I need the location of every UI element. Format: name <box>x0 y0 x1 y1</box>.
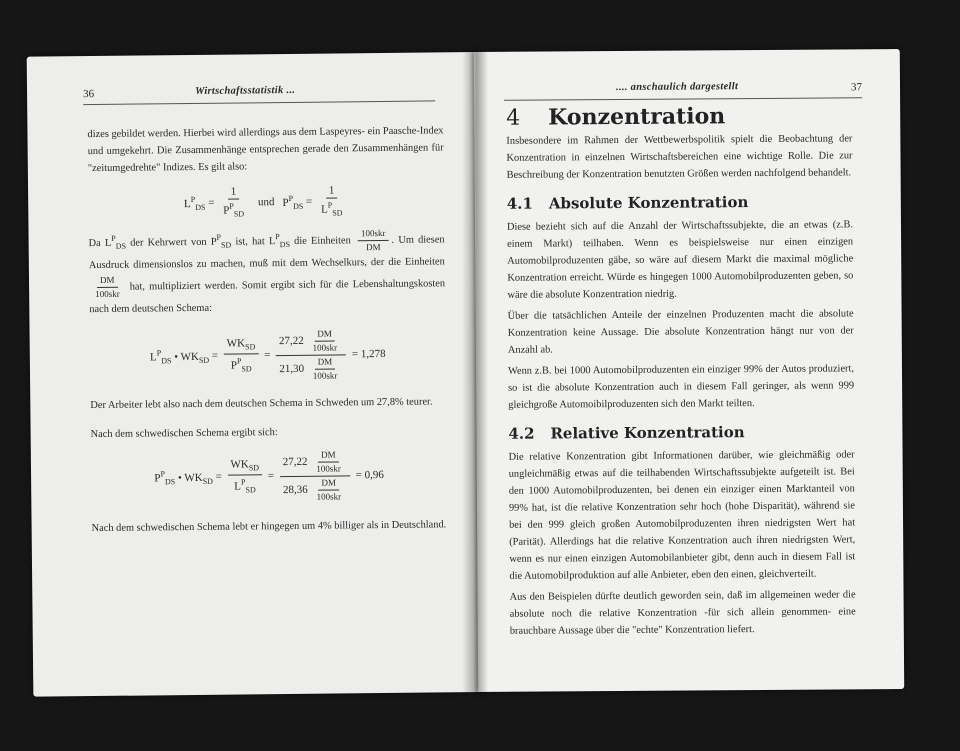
left-page-number: 36 <box>83 88 95 101</box>
formula-reciprocal: $L^P_{DS}$ = $\frac{1}{P^P_{SD}}$ und $P^P_{DS}$ = $\frac{1}{L^P_{SD}}$ <box>183 184 343 219</box>
absolute-paragraph-1: Diese bezieht sich auf die Anzahl der Wirtschaftssubjekte, die an etwas (z.B. einem Markt) teilhaben. Wenn es beispielsweise nur einen einzigen Automobilproduzenten gäbe, so wäre auf diesem Markt die maximal mögliche Konzentration erreicht. Würde es hingegen 1000 Automobilproduzenten geben, so wäre die absolute Konzentration niedrig. <box>506 219 854 301</box>
left-header-title: Wirtschaftsstatistik ... <box>194 84 296 97</box>
formula-result: = 1,278 <box>351 348 386 361</box>
formula-value: 28,36 <box>282 483 308 497</box>
absolute-paragraph-3: Wenn z.B. bei 1000 Automobilproduzenten ein einziger 99% der Autos produziert, so ist die absolute Konzentration auch in diesem Fall geringer, als wenn 999 gleichgroße Automoibilproduzenten sich den Markt teilten. <box>507 363 855 411</box>
relative-paragraph-2: Aus den Beispielen dürfte deutlich geworden sein, daß im allgemeinen weder die absolute noch die relative Konzentration -für sich allein genommen- eine brauchbare Aussage über die "echte" Konzentration liefert. <box>509 589 856 637</box>
text-segment: . Um diesen Ausdruck dimensionslos zu machen, muß mit dem Wechselkurs, der die Einheiten <box>88 234 445 272</box>
formula-value: 27,22 <box>282 455 308 469</box>
formula-german-scheme: $L^P_{DS}$ • $WK_{SD}$ = $\frac{WK_{SD}}{P^P_{SD}}$ = 27,22 $\frac{DM}{\text{100skr}}$ 21,30 $\frac{DM}{\text{100skr}}$ = 1,278 <box>90 326 447 385</box>
text-segment: ist, hat <box>235 236 265 248</box>
section-heading-relative <box>508 423 854 442</box>
left-page <box>27 52 482 697</box>
unit-numerator: DM <box>318 449 339 463</box>
formula-and-word: und <box>257 196 275 209</box>
unit-denominator: 100skr <box>316 463 341 474</box>
section-title: Absolute Konzentration <box>548 193 749 213</box>
chapter-intro: Insbesondere im Rahmen der Wettbewerbspolitik spielt die Beobachtung der Konzentration in einzelnen Wirtschaftsbereichen eine wichtige Rolle. Die zur Beschreibung der Konzentration benutzten Größen werden nachfolgend behandelt. <box>506 133 853 181</box>
text-segment: Da <box>88 237 101 250</box>
unit-numerator: DM <box>314 328 335 342</box>
section-number: 4.2 <box>508 424 535 443</box>
right-header-title: .... anschaulich dargestellt <box>615 81 739 94</box>
unit-denominator: 100skr <box>312 342 338 353</box>
absolute-paragraph-2: Über die tatsächlichen Anteile der einzelnen Produzenten macht die absolute Konzentration keine Aussage. Die absolute Konzentration hängt nur von der Anzahl ab. <box>507 308 854 356</box>
formula-swedish-scheme: $P^P_{DS}$ • $WK_{SD}$ = $\frac{WK_{SD}}{L^P_{SD}}$ = 27,22 $\frac{DM}{\text{100skr}}$ 28,36 $\frac{DM}{\text{100skr}}$ = 0,96 <box>91 447 448 506</box>
unit-denominator: 100skr <box>95 288 120 300</box>
right-page <box>474 49 904 692</box>
left-page-body <box>87 122 447 537</box>
unit-numerator: DM <box>318 477 339 491</box>
left-paragraph-1: dizes gebildet werden. Hierbei wird allerdings aus dem Laspeyres- ein Paasche-Index und umgekehrt. Die Zusammenhänge entsprechen gerade den Zusammenhängen für "zeitumgedrehte" Indizes. Es gilt also: <box>87 125 444 175</box>
formula-value: 27,22 <box>278 334 304 348</box>
text-segment: die Einheiten <box>294 235 351 247</box>
book-spine-shadow <box>462 52 488 692</box>
left-paragraph-2: Da $L^P_{DS}$ der Kehrwert von $P^P_{SD}$ ist, hat $L^P_{DS}$ die Einheiten $\frac{\text{100skr}}{DM}$ . Um diesen Ausdruck dimensionslos zu machen, muß mit dem Wechselkurs, der die Einheiten $\frac{DM}{\text{100skr}}$ hat, multipliziert werden. Somit ergibt sich für die Lebenshaltungskosten nach dem deutschen Schema: <box>88 228 446 316</box>
right-page-number: 37 <box>850 81 863 94</box>
formula-value: 21,30 <box>279 362 305 376</box>
unit-numerator: DM <box>315 356 336 370</box>
section-number: 4.1 <box>506 194 533 213</box>
left-paragraph-5: Nach dem schwedischen Schema lebt er hingegen um 4% billiger als in Deutschland. <box>91 519 447 535</box>
text-segment: hat, multipliziert werden. Somit ergibt sich für die Lebenshaltungskosten nach dem deutschen Schema: <box>89 278 446 316</box>
left-page-header <box>83 80 435 105</box>
chapter-heading <box>506 103 852 131</box>
unit-denominator: DM <box>366 242 381 253</box>
section-heading-absolute <box>507 193 853 212</box>
right-page-body <box>506 103 856 639</box>
unit-denominator: 100skr <box>316 491 342 502</box>
relative-paragraph-1: Die relative Konzentration gibt Informationen darüber, wie gleichmäßig oder ungleichmäßig etwas auf die teilhabenden Wirtschaftssubjekte aufgeteilt ist. Bei den 1000 Automobilproduzenten, bei denen ein einziger einen Marktanteil von 99% hat, ist die relative Konzentration sehr hoch (hohe Disparität), während sie bei den 999 gleich großen Automobilproduzenten ihren niedrigsten Wert hat (Parität). Allerdings hat die relative Konzentration auch ihren niedrigsten Wert, wenn es nur einen einzigen Automobilanbieter gibt, denn auch in diesem Fall ist die Automobilproduktion auf alle Anbieter, eben den einen, gleichverteilt. <box>508 449 856 582</box>
left-paragraph-4: Nach dem schwedischen Schema ergibt sich: <box>90 427 278 441</box>
section-title: Relative Konzentration <box>550 423 745 443</box>
left-paragraph-3: Der Arbeiter lebt also nach dem deutschen Schema in Schweden um 27,8% teurer. <box>90 396 433 412</box>
unit-numerator: 100skr <box>358 227 389 241</box>
formula-result: = 0,96 <box>355 469 384 482</box>
text-segment: der Kehrwert von <box>130 236 207 249</box>
chapter-title: Konzentration <box>548 103 726 131</box>
unit-numerator: DM <box>97 274 118 288</box>
unit-denominator: 100skr <box>312 370 338 381</box>
right-page-header <box>504 77 862 100</box>
chapter-number: 4 <box>506 105 521 131</box>
